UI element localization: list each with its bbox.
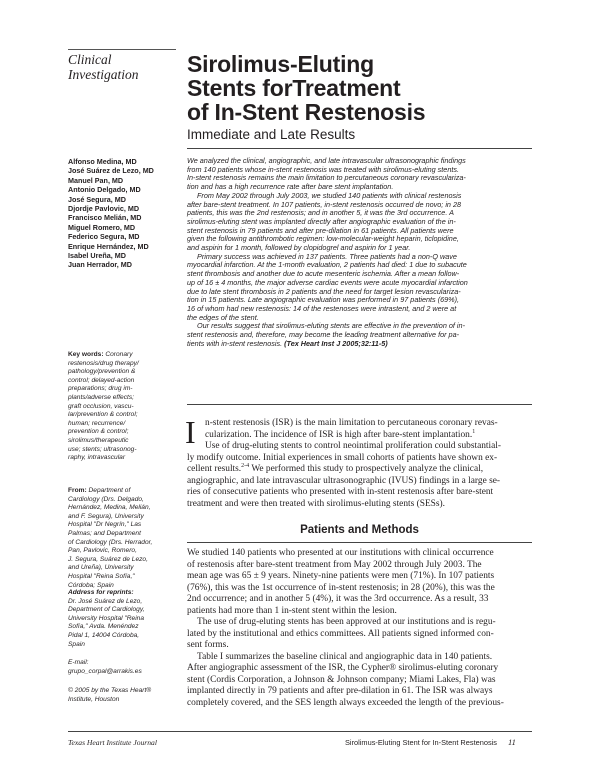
abstract-line: Our results suggest that sirolimus-eluting stents are effective in the prevention of in- — [197, 321, 465, 331]
abstract-line: patients, this was the 2nd restenosis; and in another 5, it was the 3rd occurrence. A — [187, 208, 454, 218]
abstract-line: from 140 patients whose in-stent restenosis was treated with sirolimus-eluting stents. — [187, 164, 459, 174]
section-heading: Patients and Methods — [300, 524, 419, 536]
author: Antonio Delgado, MD — [68, 185, 141, 195]
affiliation-line: J. Segura, Suárez de Lezo, — [68, 555, 148, 563]
author: Miguel Romero, MD — [68, 222, 136, 232]
author: Federico Segura, MD — [68, 232, 140, 242]
keywords-line: sirolimus/therapeutic — [68, 436, 129, 444]
keywords-heading: Key words: — [68, 351, 104, 358]
title-line: Sirolimus-Eluting — [187, 51, 374, 77]
affiliation-line: Pan, Pavlovic, Romero, — [68, 547, 137, 555]
abstract-line: 16 of whom had new restenosis: 14 of the restenoses were intrastent, and 2 were at — [187, 303, 457, 313]
abstract-line: tients with in-stent restenosis. — [187, 338, 283, 348]
heading-rule — [187, 542, 532, 543]
body-rule — [187, 404, 532, 405]
reprints-line: University Hospital "Reina — [68, 614, 144, 622]
affiliation-block — [68, 487, 180, 590]
email-address[interactable]: grupo_corpal@arrakis.es — [68, 667, 142, 675]
keywords-line: control; delayed-action — [68, 376, 135, 384]
keywords-line: human; recurrence/ — [68, 419, 126, 427]
email-label: E-mail: — [68, 659, 89, 666]
methods-line: Table I summarizes the baseline clinical and angiographic data in 140 patients. — [197, 651, 493, 662]
keywords-line: raphy, intravascular — [68, 454, 126, 462]
email-block — [68, 659, 180, 676]
abstract-line: In-stent restenosis remains the main limitation to percutaneous coronary revasculariza- — [187, 173, 466, 183]
reprints-line: Spain — [68, 640, 85, 648]
article-title — [187, 52, 547, 124]
footer-journal: Texas Heart Institute Journal — [68, 738, 157, 747]
affiliation-line: and Ureña), University — [68, 564, 134, 572]
abstract-paragraph — [187, 253, 537, 323]
introduction — [185, 414, 532, 510]
keywords-line: Coronary — [103, 351, 133, 358]
title-line: Stents forTreatment — [187, 75, 401, 101]
affiliation-heading: From: — [68, 487, 87, 494]
page-number: 11 — [508, 737, 516, 747]
abstract-line: given the following antithrombotic regimen: low-molecular-weight heparin, ticlopidine, — [187, 234, 459, 244]
running-title: Sirolimus-Eluting Stent for In-Stent Restenosis — [345, 738, 497, 747]
author: Alfonso Medina, MD — [68, 157, 137, 166]
reprints-line: Sofía," Avda. Menéndez — [68, 623, 139, 631]
affiliation-line: and F. Segura), University — [68, 512, 144, 520]
methods-paragraph — [187, 548, 532, 617]
methods-line: patients had more than 1 in-stent stent within the lesion. — [187, 605, 397, 616]
author: Manuel Pan, MD — [68, 175, 124, 185]
drop-cap: I — [185, 414, 196, 450]
keywords-line: lar/prevention & control; — [68, 411, 138, 419]
reprints-line: Department of Cardiology, — [68, 606, 145, 614]
copyright-block — [68, 687, 180, 704]
abstract-line: up of 16 ± 4 months, the major adverse cardiac events were acute myocardial infarction — [187, 277, 468, 287]
abstract-line: sirolimus-eluting stent was implanted directly after angiographic evaluation of the in- — [187, 216, 456, 226]
section-rule — [68, 49, 176, 50]
reprints-block — [68, 589, 180, 649]
reprints-heading: Address for reprints: — [68, 589, 134, 596]
methods-line: stent (Cordis Corporation, a Johnson & Johnson company; Miami Lakes, Fla) was — [187, 674, 496, 685]
methods-line: We studied 140 patients who presented at our institutions with clinical occurrence — [187, 548, 494, 558]
methods-line: 2nd occurrence; and in another 5 (4%), it was the 3rd occurrence. As a result, 33 — [187, 594, 489, 604]
intro-line: Use of drug-eluting stents to control neointimal proliferation could substantial- — [205, 441, 502, 451]
abstract-line: the edges of the stent. — [187, 312, 259, 322]
keywords-line: restenosis/drug therapy/ — [68, 359, 139, 367]
section-label-line: Investigation — [68, 67, 139, 82]
abstract-paragraph — [187, 157, 537, 192]
methods-paragraph — [187, 617, 532, 652]
abstract-line: stent restenosis in 79 patients and after pre-dilation in 61 patients. All patients were — [187, 225, 454, 235]
affiliation-line: Palmas; and Department — [68, 529, 141, 537]
affiliation-line: Cardiology (Drs. Delgado, — [68, 495, 144, 503]
abstract-line: From May 2002 through July 2003, we studied 140 patients with clinical restenosis — [197, 190, 462, 200]
intro-line: cularization. The incidence of ISR is high after bare-stent implantation. — [205, 429, 473, 440]
reference: 1 — [472, 428, 476, 435]
methods-line: The use of drug-eluting stents has been approved at our institutions and is regu- — [197, 617, 496, 627]
abstract-line: and aspirin for 1 month, followed by clopidogrel and aspirin for 1 year. — [187, 243, 411, 253]
keywords-line: pathology/prevention & — [68, 368, 136, 376]
author: Djordje Pavlovic, MD — [68, 204, 140, 214]
title-line: of In-Stent Restenosis — [187, 99, 426, 125]
methods-line: After angiographic assessment of the ISR, the Cypher® sirolimus-eluting coronary — [187, 663, 499, 673]
reference: 2-4 — [241, 462, 250, 469]
affiliation-line: Hospital "Dr Negrín," Las — [68, 521, 142, 529]
abstract-line: Primary success was achieved in 137 patients. Three patients had a non-Q wave — [197, 251, 457, 261]
copyright-line: © 2005 by the Texas Heart® — [68, 687, 152, 694]
abstract-line: We analyzed the clinical, angiographic, and late intravascular ultrasonographic findings — [187, 156, 466, 165]
copyright-line: Institute, Houston — [68, 695, 120, 703]
keywords-line: prevention & control; — [68, 428, 129, 436]
methods-body — [187, 548, 532, 709]
abstract-line: tion in 15 patients. Late angiographic evaluation was performed in 97 patients (69%), — [187, 295, 460, 305]
methods-line: completely covered, and the SES length always exceeded the length of the previous- — [187, 697, 504, 708]
abstract-line: tion and has a high recurrence rate after bare stent implantation. — [187, 182, 394, 192]
author: José Segura, MD — [68, 194, 126, 204]
intro-line: angiographic, and late intravascular ultrasonographic (IVUS) findings in a large se- — [187, 475, 501, 486]
section-label — [68, 52, 178, 82]
keywords-line: preparations; drug im- — [68, 385, 133, 393]
abstract — [187, 157, 537, 348]
methods-line: (76%), this was the 1st occurrence of in-stent restenosis; in 28 (20%), this was the — [187, 582, 495, 593]
author: Isabel Ureña, MD — [68, 251, 126, 261]
methods-line: lated by the institutional and ethics committees. All patients signed informed con- — [187, 628, 494, 639]
author: Juan Herrador, MD — [68, 260, 132, 270]
article-subtitle: Immediate and Late Results — [187, 127, 356, 142]
abstract-line: stent thrombosis and another due to acute mesenteric ischemia. After a mean follow- — [187, 269, 460, 279]
affiliation-line: Hospital "Reina Sofía," — [68, 572, 135, 580]
affiliation-line: Hernández, Medina, Melián, — [68, 504, 151, 512]
keywords-line: use; stents; ultrasonog- — [68, 445, 137, 453]
abstract-line: stent restenosis and, therefore, may become the leading treatment alternative for pa- — [187, 330, 460, 340]
affiliation-line: of Cardiology (Drs. Herrador, — [68, 538, 153, 546]
methods-paragraph — [187, 652, 532, 710]
abstract-line: after bare-stent treatment. In 107 patients, in-stent restenosis occurred de novo; in 28 — [187, 199, 462, 209]
author: Francisco Melián, MD — [68, 213, 142, 223]
methods-line: implanted directly in 79 patients and after pre-dilation in 61. The ISR was always — [187, 686, 493, 696]
footer-rule — [68, 731, 532, 732]
title-rule — [187, 148, 532, 149]
abstract-paragraph — [187, 192, 537, 253]
intro-line: We performed this study to prospectively analyze the clinical, — [249, 464, 484, 474]
author: Enrique Hernández, MD — [68, 241, 149, 251]
reprints-line: Dr. José Suárez de Lezo, — [68, 597, 143, 605]
citation: (Tex Heart Inst J 2005;32:11-5) — [284, 338, 388, 348]
keywords-line: graft occlusion, vascu- — [68, 402, 134, 410]
intro-line: ly modify outcome. Initial experiences in small cohorts of patients have shown ex- — [187, 452, 498, 463]
abstract-line: due to late stent thrombosis in 2 patients and the need for target lesion revasculariza- — [187, 286, 461, 296]
intro-line: n-stent restenosis (ISR) is the main limitation to percutaneous coronary revas- — [205, 418, 498, 428]
affiliation-line: Department of — [86, 487, 131, 494]
section-label-line: Clinical — [68, 52, 112, 67]
keywords-line: plants/adverse effects; — [68, 393, 134, 401]
affiliation-line: Córdoba; Spain — [68, 581, 114, 589]
methods-line: sent forms. — [187, 640, 229, 650]
abstract-paragraph — [187, 322, 537, 348]
methods-line: of restenosis after bare-stent treatment from May 2002 through July 2003. The — [187, 559, 482, 570]
methods-line: mean age was 65 ± 9 years. Ninety-nine patients were men (71%). In 107 patients — [187, 571, 495, 581]
reprints-line: Pidal 1, 14004 Córdoba, — [68, 631, 140, 639]
keywords-block — [68, 351, 180, 463]
author-list — [68, 157, 183, 270]
author: José Suárez de Lezo, MD — [68, 166, 154, 176]
abstract-line: myocardial infarction. At the 1-month evaluation, 2 patients had died: 1 due to subacute — [187, 260, 467, 270]
intro-line: treatment and were then treated with sirolimus-eluting stents (SESs). — [187, 498, 446, 509]
intro-line: cellent results. — [187, 464, 242, 474]
intro-line: ries of consecutive patients who presented with in-stent restenosis after bare-stent — [187, 487, 494, 497]
